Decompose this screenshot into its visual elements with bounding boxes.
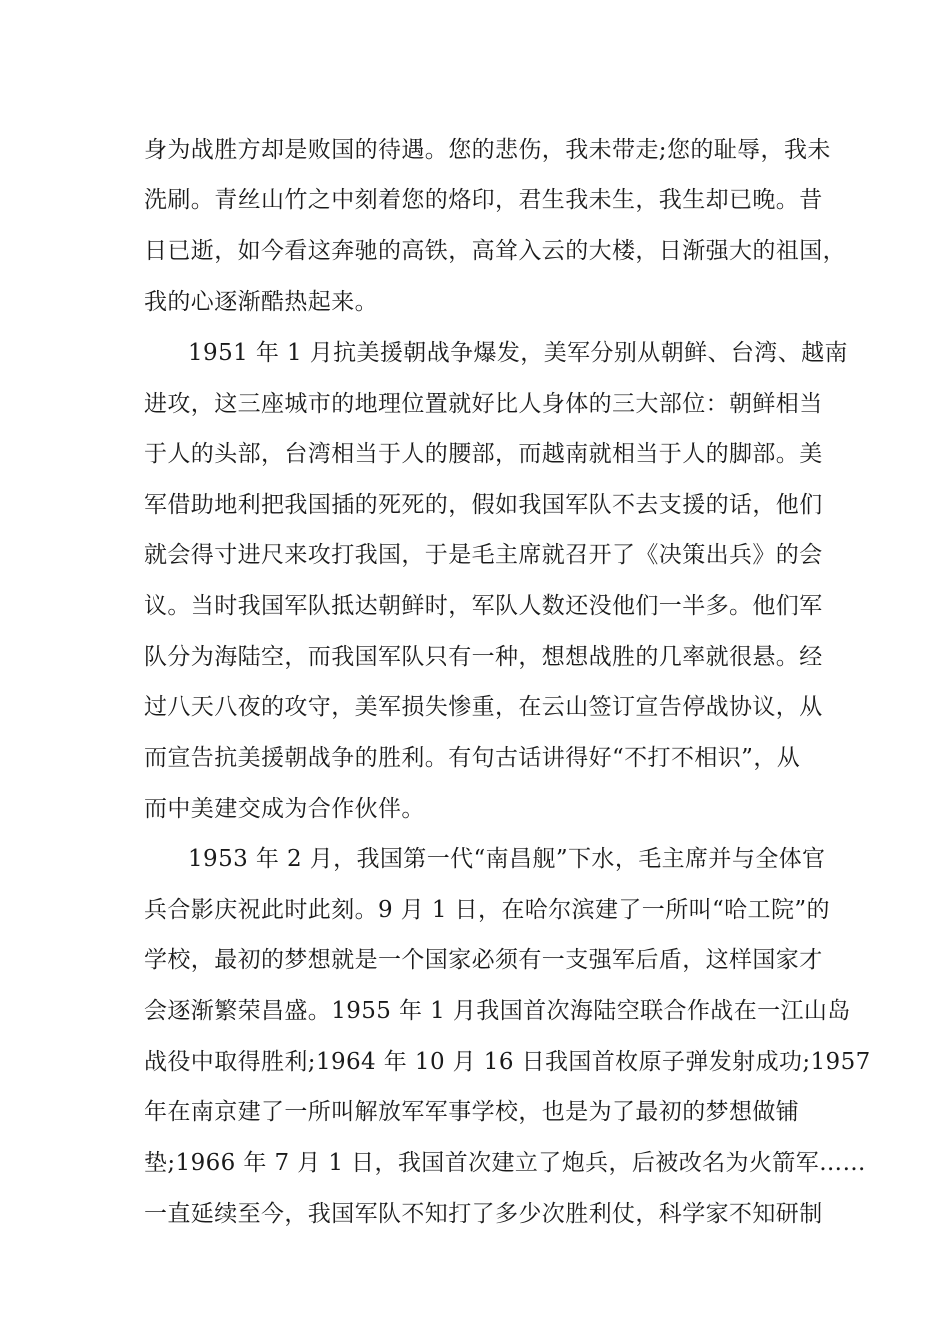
text-line: 洗刷。青丝山竹之中刻着您的烙印，君生我未生，我生却已晚。昔 (144, 187, 823, 213)
paragraph-first-line: 1951 年 1 月抗美援朝战争爆发，美军分别从朝鲜、台湾、越南 (188, 340, 848, 366)
text-line: 兵合影庆祝此时此刻。9 月 1 日，在哈尔滨建了一所叫“哈工院”的 (144, 897, 830, 923)
text-line: 就会得寸进尺来攻打我国，于是毛主席就召开了《决策出兵》的会 (144, 542, 823, 568)
text-line: 战役中取得胜利;1964 年 10 月 16 日我国首枚原子弹发射成功;1957 (144, 1049, 871, 1075)
text-line: 于人的头部，台湾相当于人的腰部，而越南就相当于人的脚部。美 (144, 441, 823, 467)
text-line: 年在南京建了一所叫解放军军事学校，也是为了最初的梦想做铺 (144, 1099, 800, 1125)
text-line: 日已逝，如今看这奔驰的高铁，高耸入云的大楼，日渐强大的祖国， (144, 238, 846, 264)
text-line: 一直延续至今，我国军队不知打了多少次胜利仗，科学家不知研制 (144, 1201, 823, 1227)
text-line: 队分为海陆空，而我国军队只有一种，想想战胜的几率就很悬。经 (144, 644, 823, 670)
text-line: 议。当时我国军队抵达朝鲜时，军队人数还没他们一半多。他们军 (144, 593, 823, 619)
paragraph-first-line: 1953 年 2 月，我国第一代“南昌舰”下水，毛主席并与全体官 (188, 846, 826, 872)
text-line: 会逐渐繁荣昌盛。1955 年 1 月我国首次海陆空联合作战在一江山岛 (144, 998, 851, 1024)
text-line: 身为战胜方却是败国的待遇。您的悲伤，我未带走;您的耻辱，我未 (144, 137, 831, 163)
text-line: 军借助地利把我国插的死死的，假如我国军队不去支援的话，他们 (144, 492, 823, 518)
text-line: 而中美建交成为合作伙伴。 (144, 796, 425, 822)
text-line: 进攻，这三座城市的地理位置就好比人身体的三大部位：朝鲜相当 (144, 391, 823, 417)
text-line: 我的心逐渐酷热起来。 (144, 289, 378, 315)
text-line: 学校，最初的梦想就是一个国家必须有一支强军后盾，这样国家才 (144, 947, 823, 973)
text-line: 而宣告抗美援朝战争的胜利。有句古话讲得好“不打不相识”，从 (144, 745, 801, 771)
text-line: 垫;1966 年 7 月 1 日，我国首次建立了炮兵，后被改名为火箭军…… (144, 1150, 866, 1176)
text-line: 过八天八夜的攻守，美军损失惨重，在云山签订宣告停战协议，从 (144, 694, 823, 720)
